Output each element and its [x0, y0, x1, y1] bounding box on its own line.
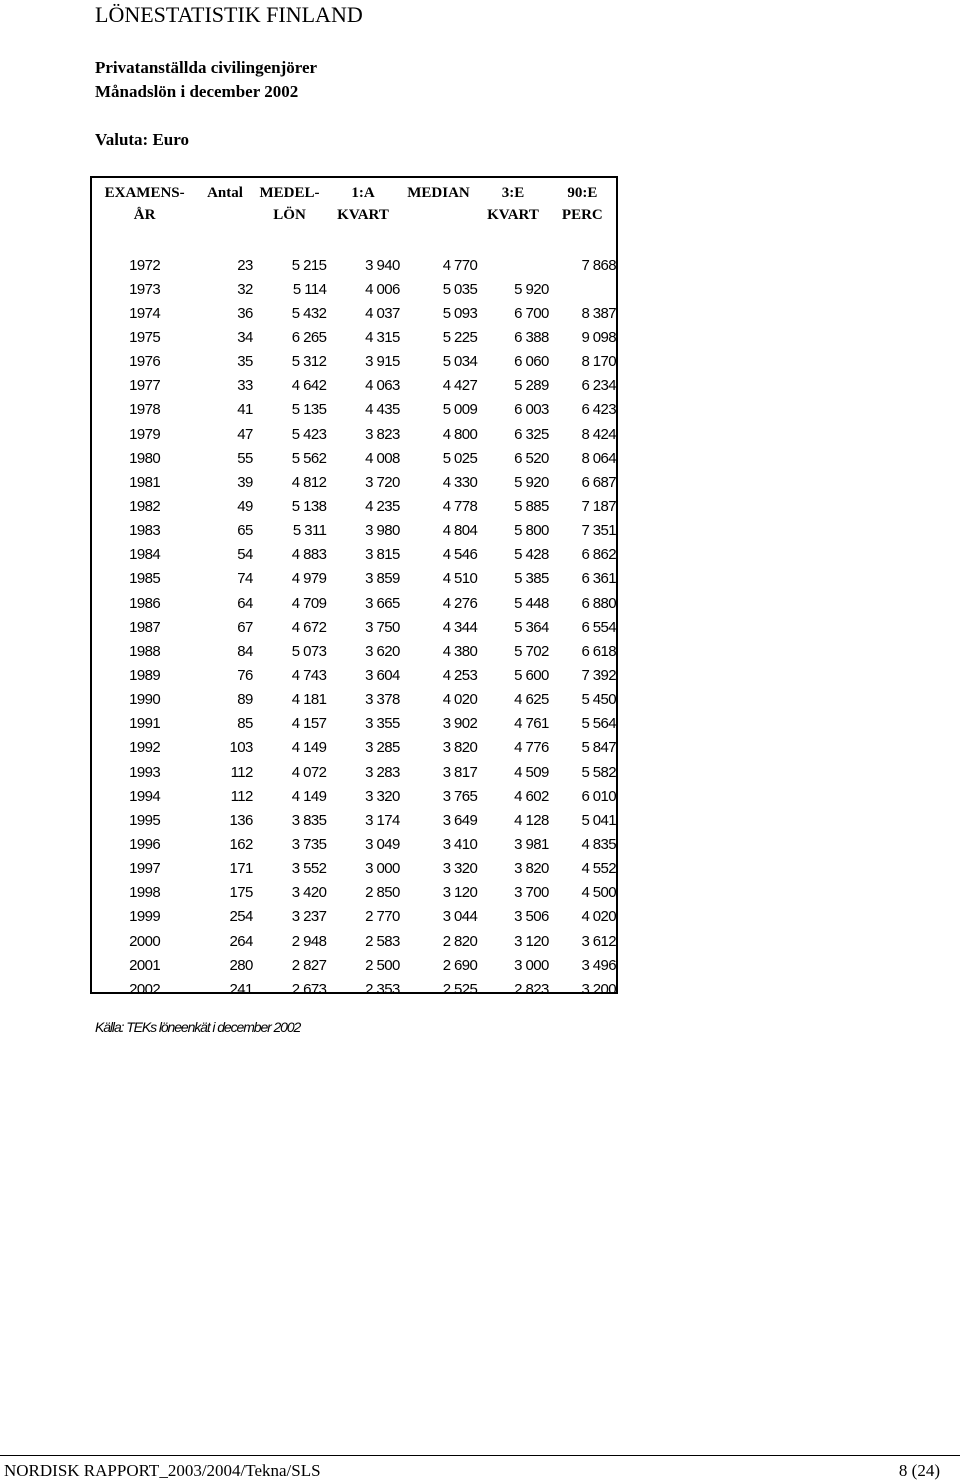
column-header-line-2: PERC [561, 207, 603, 223]
value-cell: 9 098 [581, 328, 616, 346]
value-cell: 3 355 [365, 715, 400, 733]
value-cell: 4 770 [442, 256, 478, 274]
table-row [92, 446, 616, 470]
table-row [92, 277, 616, 301]
value-cell: 3 120 [442, 884, 478, 902]
value-cell: 4 812 [291, 473, 327, 491]
value-cell: 6 325 [514, 425, 549, 443]
table-row [92, 494, 616, 518]
value-cell [549, 277, 616, 301]
value-cell: 3 285 [365, 739, 400, 757]
report-subtitle: Privatanställda civilingenjörer [95, 58, 318, 77]
value-cell: 2 353 [365, 980, 400, 998]
value-cell: 4 800 [442, 425, 478, 443]
value-cell: 6 880 [581, 594, 616, 612]
value-cell: 4 709 [291, 594, 327, 612]
table-row [92, 832, 616, 856]
table-row [92, 519, 616, 543]
value-cell: 3 552 [291, 860, 327, 878]
value-cell: 4 835 [581, 835, 616, 853]
year-cell: 1983 [129, 522, 161, 540]
value-cell: 5 448 [514, 594, 549, 612]
value-cell: 112 [230, 787, 253, 805]
year-cell: 1999 [129, 908, 161, 926]
value-cell: 3 378 [365, 691, 400, 709]
column-header-line-1: 90:E [567, 185, 598, 201]
page-number: 8 (24) [898, 1461, 940, 1480]
value-cell: 5 920 [514, 280, 549, 298]
value-cell: 8 170 [581, 353, 616, 371]
value-cell: 5 428 [514, 546, 549, 564]
value-cell: 5 364 [514, 618, 549, 636]
value-cell: 4 435 [365, 401, 400, 419]
value-cell: 5 135 [291, 401, 327, 419]
value-cell: 89 [237, 691, 253, 709]
table-row [92, 784, 616, 808]
value-cell: 4 602 [514, 787, 549, 805]
value-cell: 4 149 [291, 787, 327, 805]
table-row [92, 325, 616, 349]
year-cell: 1974 [129, 304, 161, 322]
column-header [253, 178, 327, 242]
year-cell: 2000 [129, 932, 161, 950]
value-cell: 4 008 [365, 449, 400, 467]
year-cell: 1980 [129, 449, 161, 467]
value-cell: 4 642 [291, 377, 327, 395]
value-cell: 3 200 [581, 980, 616, 998]
value-cell: 5 564 [581, 715, 616, 733]
table-row [92, 422, 616, 446]
value-cell: 8 064 [581, 449, 616, 467]
value-cell: 5 702 [514, 642, 549, 660]
value-cell: 32 [237, 280, 253, 298]
value-cell: 3 981 [514, 835, 549, 853]
value-cell: 4 063 [365, 377, 400, 395]
year-cell: 1987 [129, 618, 161, 636]
value-cell: 6 361 [581, 570, 616, 588]
value-cell: 2 500 [365, 956, 400, 974]
year-cell: 1996 [129, 835, 161, 853]
table-header-row [92, 178, 616, 242]
value-cell: 6 554 [581, 618, 616, 636]
year-cell: 1985 [129, 570, 161, 588]
value-cell: 3 320 [442, 860, 478, 878]
value-cell: 4 743 [291, 666, 327, 684]
source-note: Källa: TEKs löneenkät i december 2002 [95, 1019, 301, 1035]
value-cell: 4 500 [581, 884, 616, 902]
value-cell: 4 276 [442, 594, 478, 612]
value-cell: 4 625 [514, 691, 549, 709]
value-cell: 5 450 [581, 691, 616, 709]
table-row [92, 760, 616, 784]
value-cell: 4 776 [514, 739, 549, 757]
value-cell: 2 827 [291, 956, 327, 974]
table-row [92, 857, 616, 881]
value-cell: 3 820 [442, 739, 478, 757]
value-cell: 3 750 [365, 618, 400, 636]
value-cell: 3 980 [365, 522, 400, 540]
table-row [92, 567, 616, 591]
value-cell: 3 420 [291, 884, 327, 902]
year-cell: 1998 [129, 884, 161, 902]
value-cell: 2 770 [365, 908, 400, 926]
value-cell: 3 902 [442, 715, 478, 733]
value-cell: 34 [237, 328, 253, 346]
value-cell: 3 000 [514, 956, 549, 974]
year-cell: 1997 [129, 860, 161, 878]
year-cell: 1995 [129, 811, 161, 829]
value-cell: 280 [229, 956, 253, 974]
value-cell: 6 862 [581, 546, 616, 564]
footer-divider [0, 1455, 960, 1456]
value-cell: 3 820 [514, 860, 549, 878]
value-cell: 4 380 [442, 642, 478, 660]
year-cell: 2001 [129, 956, 161, 974]
table-row [92, 543, 616, 567]
value-cell: 3 506 [514, 908, 549, 926]
year-cell: 1994 [129, 787, 161, 805]
value-cell: 4 157 [291, 715, 327, 733]
value-cell: 5 073 [291, 642, 327, 660]
value-cell [477, 253, 548, 277]
value-cell: 35 [237, 353, 253, 371]
table-row [92, 253, 616, 277]
value-cell: 3 496 [581, 956, 616, 974]
value-cell: 5 600 [514, 666, 549, 684]
value-cell: 5 041 [581, 811, 616, 829]
value-cell: 2 850 [365, 884, 400, 902]
value-cell: 3 049 [365, 835, 400, 853]
value-cell: 4 235 [365, 497, 400, 515]
value-cell: 2 583 [365, 932, 400, 950]
table-row [92, 470, 616, 494]
value-cell: 3 283 [365, 763, 400, 781]
value-cell: 2 673 [291, 980, 327, 998]
column-header-line-2: LÖN [273, 207, 306, 223]
value-cell: 85 [237, 715, 253, 733]
value-cell: 136 [229, 811, 253, 829]
value-cell: 4 672 [291, 618, 327, 636]
column-header [477, 178, 548, 242]
value-cell: 4 552 [581, 860, 616, 878]
value-cell: 3 823 [365, 425, 400, 443]
value-cell: 5 847 [581, 739, 616, 757]
value-cell: 3 120 [514, 932, 549, 950]
value-cell: 84 [237, 642, 253, 660]
table-row [92, 977, 616, 1001]
value-cell: 4 020 [442, 691, 478, 709]
column-header-line-2: KVART [337, 207, 389, 223]
value-cell: 7 392 [581, 666, 616, 684]
year-cell: 1988 [129, 642, 161, 660]
value-cell: 4 761 [514, 715, 549, 733]
value-cell: 3 000 [365, 860, 400, 878]
value-cell: 6 234 [581, 377, 616, 395]
year-cell: 1981 [129, 473, 161, 491]
value-cell: 6 010 [581, 787, 616, 805]
table-row [92, 929, 616, 953]
value-cell: 4 315 [365, 328, 400, 346]
table-row [92, 350, 616, 374]
year-cell: 1989 [129, 666, 161, 684]
value-cell: 3 720 [365, 473, 400, 491]
value-cell: 241 [229, 980, 253, 998]
report-period: Månadslön i december 2002 [95, 82, 299, 101]
table-row [92, 953, 616, 977]
column-header [197, 178, 252, 242]
table-row [92, 591, 616, 615]
value-cell: 8 424 [581, 425, 616, 443]
column-header [92, 178, 197, 242]
value-cell: 5 562 [291, 449, 327, 467]
value-cell: 6 265 [291, 328, 327, 346]
column-header-line-1: MEDIAN [407, 185, 470, 201]
page-title: LÖNESTATISTIK FINLAND [95, 2, 363, 27]
value-cell: 3 915 [365, 353, 400, 371]
value-cell: 3 940 [365, 256, 400, 274]
year-cell: 1992 [129, 739, 161, 757]
value-cell: 74 [237, 570, 253, 588]
table-row [92, 688, 616, 712]
value-cell: 6 388 [514, 328, 549, 346]
header-spacer-row [92, 242, 616, 253]
value-cell: 41 [237, 401, 253, 419]
year-cell: 1993 [129, 763, 161, 781]
value-cell: 5 215 [291, 256, 327, 274]
table-row [92, 808, 616, 832]
value-cell: 4 509 [514, 763, 549, 781]
column-header-line-1: EXAMENS- [104, 185, 185, 201]
value-cell: 5 385 [514, 570, 549, 588]
salary-table-frame [90, 176, 618, 998]
value-cell: 5 009 [442, 401, 478, 419]
value-cell: 2 525 [442, 980, 478, 998]
value-cell: 54 [237, 546, 253, 564]
year-cell: 2002 [129, 980, 161, 998]
value-cell: 3 620 [365, 642, 400, 660]
year-cell: 1973 [129, 280, 161, 298]
value-cell: 4 149 [291, 739, 327, 757]
value-cell: 171 [229, 860, 253, 878]
value-cell: 2 948 [291, 932, 327, 950]
value-cell: 7 187 [581, 497, 616, 515]
value-cell: 4 883 [291, 546, 327, 564]
value-cell: 5 114 [292, 280, 327, 298]
value-cell: 8 387 [581, 304, 616, 322]
value-cell: 162 [229, 835, 253, 853]
year-cell: 1979 [129, 425, 161, 443]
value-cell: 7 868 [581, 256, 616, 274]
value-cell: 2 820 [442, 932, 478, 950]
column-header-line-1: 1:A [351, 185, 375, 201]
value-cell: 3 237 [291, 908, 327, 926]
table-row [92, 736, 616, 760]
year-cell: 1978 [129, 401, 161, 419]
column-header [326, 178, 399, 242]
currency-label: Valuta: Euro [95, 130, 189, 149]
value-cell: 5 225 [442, 328, 478, 346]
value-cell: 4 546 [442, 546, 478, 564]
value-cell: 5 920 [514, 473, 549, 491]
value-cell: 5 423 [291, 425, 327, 443]
value-cell: 5 800 [514, 522, 549, 540]
column-header-line-1: MEDEL- [259, 185, 320, 201]
table-body [92, 242, 616, 1001]
year-cell: 1976 [129, 353, 161, 371]
value-cell: 6 687 [581, 473, 616, 491]
value-cell: 4 253 [442, 666, 478, 684]
value-cell: 3 835 [291, 811, 327, 829]
table-row [92, 301, 616, 325]
value-cell: 5 093 [442, 304, 478, 322]
column-header [400, 178, 478, 242]
year-cell: 1977 [129, 377, 161, 395]
table-row [92, 374, 616, 398]
value-cell: 4 510 [442, 570, 478, 588]
value-cell: 5 312 [291, 353, 327, 371]
value-cell: 76 [237, 666, 253, 684]
table-row [92, 905, 616, 929]
value-cell: 175 [229, 884, 253, 902]
value-cell: 2 690 [442, 956, 478, 974]
table-row [92, 639, 616, 663]
value-cell: 7 351 [581, 522, 616, 540]
year-cell: 1991 [129, 715, 161, 733]
value-cell: 5 138 [291, 497, 327, 515]
value-cell: 3 817 [442, 763, 478, 781]
value-cell: 4 778 [442, 497, 478, 515]
value-cell: 4 006 [365, 280, 400, 298]
table-row [92, 881, 616, 905]
value-cell: 47 [237, 425, 253, 443]
value-cell: 4 427 [442, 377, 478, 395]
value-cell: 4 128 [514, 811, 549, 829]
value-cell: 4 804 [442, 522, 478, 540]
year-cell: 1990 [129, 691, 161, 709]
column-header-line-1: Antal [207, 185, 243, 201]
value-cell: 6 700 [514, 304, 549, 322]
value-cell: 3 765 [442, 787, 478, 805]
value-cell: 3 815 [365, 546, 400, 564]
value-cell: 3 700 [514, 884, 549, 902]
value-cell: 6 618 [581, 642, 616, 660]
value-cell: 5 311 [292, 522, 327, 540]
value-cell: 5 289 [514, 377, 549, 395]
column-header [549, 178, 616, 242]
value-cell: 4 181 [291, 691, 327, 709]
value-cell: 4 330 [442, 473, 478, 491]
value-cell: 3 320 [365, 787, 400, 805]
year-cell: 1986 [129, 594, 161, 612]
footer-report-id: NORDISK RAPPORT_2003/2004/Tekna/SLS [4, 1461, 321, 1480]
value-cell: 5 432 [291, 304, 327, 322]
value-cell: 103 [229, 739, 253, 757]
value-cell: 5 035 [442, 280, 478, 298]
column-header-line-1: 3:E [501, 185, 525, 201]
value-cell: 39 [237, 473, 253, 491]
value-cell: 3 604 [365, 666, 400, 684]
value-cell: 264 [229, 932, 253, 950]
year-cell: 1972 [129, 256, 161, 274]
value-cell: 65 [237, 522, 253, 540]
value-cell: 4 979 [291, 570, 327, 588]
value-cell: 2 823 [514, 980, 549, 998]
year-cell: 1975 [129, 328, 161, 346]
table-row [92, 712, 616, 736]
value-cell: 64 [237, 594, 253, 612]
value-cell: 3 859 [365, 570, 400, 588]
value-cell: 3 649 [442, 811, 478, 829]
column-header-line-2: KVART [487, 207, 539, 223]
value-cell: 6 520 [514, 449, 549, 467]
year-cell: 1984 [129, 546, 161, 564]
value-cell: 5 034 [442, 353, 478, 371]
value-cell: 4 344 [442, 618, 478, 636]
value-cell: 4 037 [365, 304, 400, 322]
value-cell: 3 410 [442, 835, 478, 853]
value-cell: 5 582 [581, 763, 616, 781]
value-cell: 3 665 [365, 594, 400, 612]
value-cell: 3 735 [291, 835, 327, 853]
year-cell: 1982 [129, 497, 161, 515]
value-cell: 23 [237, 256, 253, 274]
value-cell: 36 [237, 304, 253, 322]
table-row [92, 398, 616, 422]
table-row [92, 663, 616, 687]
salary-table [92, 178, 616, 1001]
value-cell: 67 [237, 618, 253, 636]
value-cell: 6 423 [581, 401, 616, 419]
value-cell: 6 060 [514, 353, 549, 371]
value-cell: 3 174 [365, 811, 400, 829]
column-header-line-2: ÅR [133, 207, 156, 223]
value-cell: 5 885 [514, 497, 549, 515]
value-cell: 49 [237, 497, 253, 515]
value-cell: 33 [237, 377, 253, 395]
value-cell: 55 [237, 449, 253, 467]
value-cell: 3 612 [581, 932, 616, 950]
value-cell: 3 044 [442, 908, 478, 926]
value-cell: 4 020 [581, 908, 616, 926]
value-cell: 112 [230, 763, 253, 781]
value-cell: 5 025 [442, 449, 478, 467]
value-cell: 6 003 [514, 401, 549, 419]
table-row [92, 615, 616, 639]
value-cell: 254 [229, 908, 253, 926]
value-cell: 4 072 [291, 763, 327, 781]
